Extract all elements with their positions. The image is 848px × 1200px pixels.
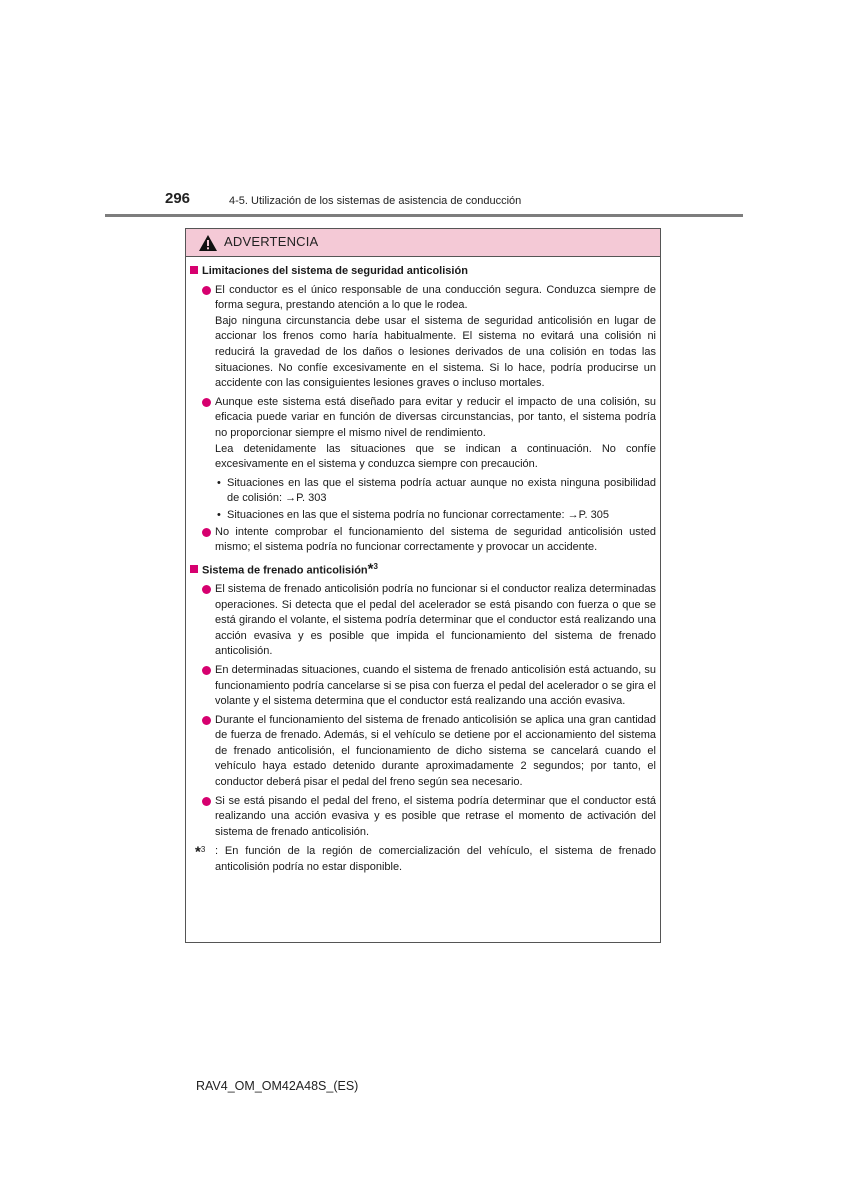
square-bullet-icon	[190, 266, 198, 274]
footnote: *$^3$ : En función de la región de comercialización del vehículo, el sistema de frenado anticolisión podría no estar disponible.	[195, 844, 656, 874]
list-item: El sistema de frenado anticolisión podría no funcionar si el conductor realiza determinadas operaciones. Si detecta que el pedal del acelerador se está pisando con fuerza o que se está girando el volante, el sistema podría determinar que el conductor está realizando una acción evasiva y es posible que impida el funcionamiento del sistema de frenado anticolisión.	[190, 582, 656, 660]
footer-code: RAV4_OM_OM42A48S_(ES)	[196, 1079, 359, 1093]
warning-triangle-icon	[198, 234, 218, 252]
round-bullet-icon	[202, 666, 211, 675]
sub-list-item: • Situaciones en las que el sistema podría actuar aunque no exista ninguna posibilidad de colisión: →P. 303	[217, 476, 656, 505]
list-item: El conductor es el único responsable de una conducción segura. Conduzca siempre de forma segura, prestando atención a lo que le rodea. Bajo ninguna circunstancia debe usar el sistema de seguridad anticolisión en lugar de accionar los frenos como haría habitualmente. El sistema no evitará una colisión ni reducirá la gravedad de los daños o lesiones derivados de una colisión en todas las situaciones. No confíe excesivamente en el sistema. Si lo hace, podría producirse un accidente con las consiguientes lesiones graves o incluso mortales.	[190, 283, 656, 392]
small-bullet-icon: •	[217, 508, 221, 521]
warning-header	[186, 229, 660, 257]
footnote-mark: *$^3$	[195, 844, 206, 862]
round-bullet-icon	[202, 528, 211, 537]
warning-title: ADVERTENCIA	[224, 234, 319, 249]
sub-list-item: • Situaciones en las que el sistema podría no funcionar correctamente: →P. 305	[190, 508, 656, 524]
section-title: 4-5. Utilización de los sistemas de asistencia de conducción	[229, 195, 522, 207]
list-item: Si se está pisando el pedal del freno, el sistema podría determinar que el conductor está realizando una acción evasiva y es posible que retrase el momento de activación del sistema de frenado anticolisión.	[190, 794, 656, 841]
round-bullet-icon	[202, 585, 211, 594]
list-item: No intente comprobar el funcionamiento del sistema de seguridad anticolisión usted mismo; el sistema podría no funcionar correctamente y provocar un accidente.	[190, 525, 656, 556]
list-item: En determinadas situaciones, cuando el sistema de frenado anticolisión está actuando, su funcionamiento podría cancelarse si se pisa con fuerza el pedal del acelerador o se gira el volante y el sistema determina que el conductor está realizando una acción evasiva.	[190, 663, 656, 710]
warning-body	[190, 264, 656, 876]
warning-box	[185, 228, 661, 943]
round-bullet-icon	[202, 398, 211, 407]
subsection-heading: Limitaciones del sistema de seguridad anticolisión	[190, 264, 656, 280]
list-item: Durante el funcionamiento del sistema de frenado anticolisión se aplica una gran cantidad de fuerza de frenado. Además, si el vehículo se detiene por el accionamiento del sistema de frenado anticolisión, el funcionamiento de dicho sistema se cancelará cuando el vehículo haya estado detenido durante aproximadamente 2 segundos; por tanto, el conductor deberá pisar el pedal del freno según sea necesario.	[190, 713, 656, 791]
list-item: Aunque este sistema está diseñado para evitar y reducir el impacto de una colisión, su eficacia puede variar en función de diversas circunstancias, por tanto, el sistema podría no proporcionar siempre el mismo nivel de rendimiento. Lea detenidamente las situaciones que se indican a continuación. No confíe excesivamente en el sistema y conduzca siempre con precaución.	[190, 395, 656, 473]
round-bullet-icon	[202, 286, 211, 295]
round-bullet-icon	[202, 716, 211, 725]
header-rule	[105, 214, 743, 217]
square-bullet-icon	[190, 565, 198, 573]
page-number: 296	[165, 190, 191, 207]
round-bullet-icon	[202, 797, 211, 806]
small-bullet-icon: •	[217, 476, 221, 489]
subsection-heading: Sistema de frenado anticolisión*$^3$	[190, 559, 656, 579]
